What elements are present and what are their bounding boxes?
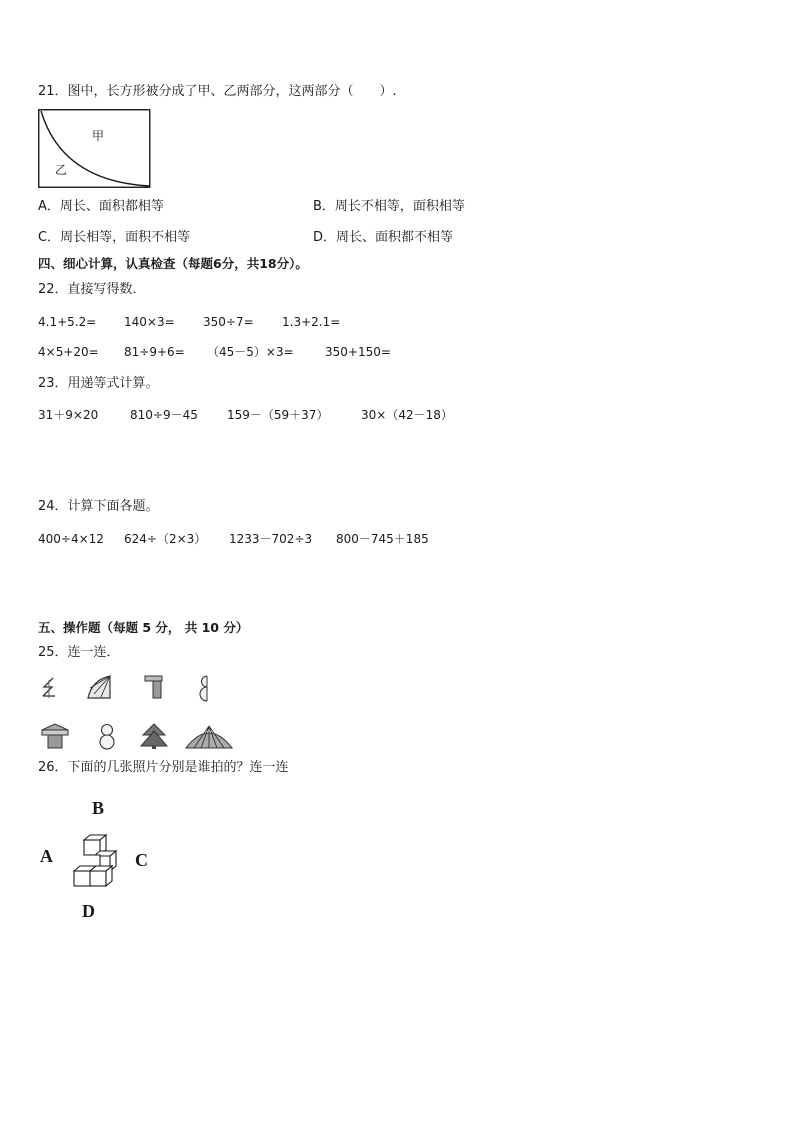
q23-expr: 159－（59＋37）: [227, 408, 329, 422]
viewer-b-label: B: [92, 798, 105, 818]
half-tree-part-icon: [40, 676, 58, 704]
stacked-cubes-figure: [72, 834, 120, 892]
q21-option-b: B．周长不相等，面积相等: [313, 199, 465, 214]
half-snowman-part-icon: [196, 674, 210, 706]
umbrella-icon: [184, 724, 234, 754]
q24-expr: 800－745＋185: [336, 532, 429, 546]
q22-expr: 140×3=: [124, 315, 175, 329]
q21-label-yi: 乙: [55, 163, 68, 177]
house-icon: [40, 722, 70, 754]
q24-stem: 24．计算下面各题。: [38, 499, 159, 514]
q22-expr: 4.1+5.2=: [38, 315, 97, 329]
q22-expr: （45－5）×3=: [207, 345, 294, 359]
q23-expr: 31＋9×20: [38, 408, 99, 422]
q22-expr: 350+150=: [325, 345, 391, 359]
q21-option-a: A．周长、面积都相等: [38, 199, 164, 214]
q22-expr: 81÷9+6=: [124, 345, 185, 359]
q24-expr: 624÷（2×3）: [124, 532, 207, 546]
q21-option-c: C．周长相等，面积不相等: [38, 230, 191, 245]
q25-stem: 25．连一连．: [38, 645, 120, 660]
q21-stem: 21．图中，长方形被分成了甲、乙两部分，这两部分（ ）.: [38, 84, 397, 99]
section4-heading: 四、细心计算，认真检查（每题6分，共18分）。: [38, 256, 308, 271]
q22-expr: 4×5+20=: [38, 345, 99, 359]
q22-expr: 1.3+2.1=: [282, 315, 341, 329]
section5-heading: 五、操作题（每题 5 分， 共 10 分）: [38, 620, 249, 635]
viewer-c-label: C: [135, 850, 148, 870]
q23-stem: 23．用递等式计算。: [38, 376, 159, 391]
q23-expr: 810÷9－45: [130, 408, 198, 422]
q24-expr: 1233－702÷3: [229, 532, 313, 546]
viewer-a-label: A: [40, 846, 53, 866]
half-umbrella-part-icon: [86, 674, 114, 704]
q22-stem: 22．直接写得数．: [38, 282, 146, 297]
q26-stem: 26．下面的几张照片分别是谁拍的？连一连: [38, 760, 289, 775]
viewer-d-label: D: [82, 901, 95, 921]
half-house-part-icon: [144, 674, 164, 704]
q21-option-d: D．周长、面积都不相等: [313, 230, 454, 245]
q23-expr: 30×（42－18）: [361, 408, 453, 422]
q24-expr: 400÷4×12: [38, 532, 104, 546]
q22-expr: 350÷7=: [203, 315, 254, 329]
q21-label-jia: 甲: [92, 129, 105, 143]
pine-tree-icon: [139, 722, 169, 754]
snowman-icon: [95, 722, 119, 754]
